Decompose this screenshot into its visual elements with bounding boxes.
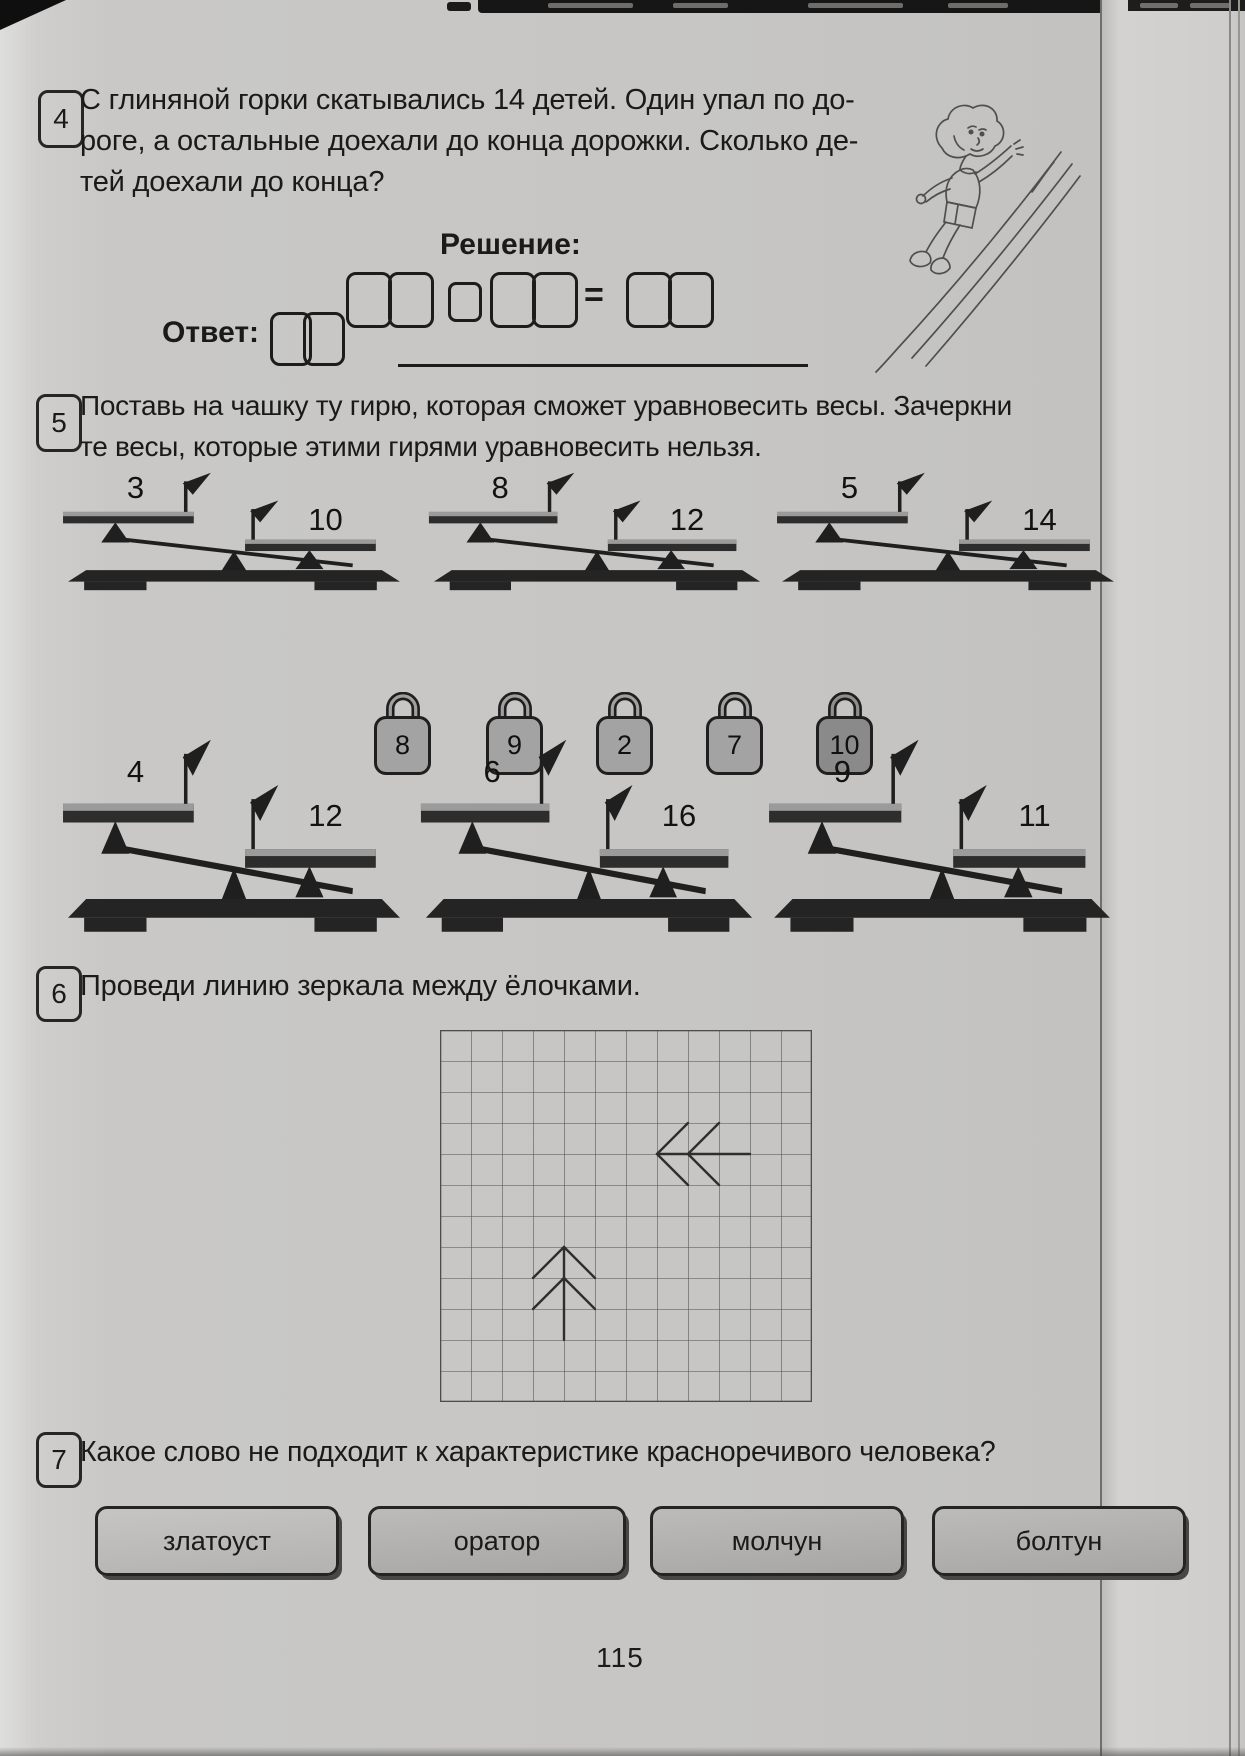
weight-value: 7 [726,730,743,760]
option-label: болтун [1015,1525,1103,1556]
task5-number-badge [36,394,82,452]
task6-text: Проведи линию зеркала между ёлочками. [80,970,641,1002]
weight-value: 8 [394,730,411,760]
task7-number-badge [36,1432,82,1488]
task4-number: 4 [53,103,69,134]
operation-box[interactable] [448,282,482,322]
page-edge-line [1238,0,1240,1756]
answer-option-molchun[interactable] [650,1506,904,1576]
answer-box[interactable] [303,312,345,366]
answer-option-boltun[interactable] [932,1506,1186,1576]
task7-number: 7 [51,1444,67,1475]
page-number: 115 [596,1642,644,1673]
scale-right-value: 12 [669,502,705,537]
weight-value: 2 [616,730,633,760]
scan-corner-artifact [0,0,66,30]
scan-top-right-artifact [1128,0,1245,11]
task4-text-line3: тей доехали до конца? [80,166,385,198]
balance-scale-8-12 [424,468,770,594]
lock-handle-icon [717,692,753,719]
option-label: златоуст [162,1525,272,1556]
solution-label: Решение: [440,228,581,261]
balance-scale-5-14 [772,468,1124,594]
weight-value: 10 [829,730,860,760]
task6-number: 6 [51,978,67,1009]
solution-box[interactable] [490,272,536,328]
mirror-grid[interactable] [440,1030,812,1402]
page-edge-line [1229,0,1231,1756]
balance-scale-4-12 [58,732,410,938]
answer-option-orator[interactable] [368,1506,626,1576]
task7-text: Какое слово не подходит к характеристике красноречивого человека? [80,1436,996,1468]
balance-scale-3-10 [58,468,410,594]
answer-underline [398,364,808,367]
scale-left-value: 3 [126,470,145,505]
lock-handle-icon [497,692,533,719]
task4-number-badge [38,90,84,148]
solution-box[interactable] [388,272,434,328]
scale-right-value: 11 [1018,798,1051,833]
solution-box[interactable] [346,272,392,328]
scale-left-value: 5 [840,470,859,505]
scale-right-value: 10 [308,502,343,537]
child-on-slide-illustration [868,92,1082,382]
scale-right-value: 16 [661,798,697,833]
scale-left-value: 9 [833,754,851,789]
scan-ink-blob [447,2,471,11]
solution-box[interactable] [668,272,714,328]
scale-right-value: 12 [308,798,343,833]
scale-left-value: 6 [483,754,501,789]
solution-box[interactable] [626,272,672,328]
answer-option-zlatoust[interactable] [95,1506,339,1576]
answer-label: Ответ: [162,316,260,349]
equals-sign: = [584,276,604,314]
scan-bottom-shadow [0,1747,1245,1756]
weight-value: 9 [506,730,523,760]
task4-text-line2: роге, а остальные доехали до конца дорожки. Сколько де- [80,125,859,157]
option-label: оратор [453,1525,541,1556]
lock-handle-icon [827,692,863,719]
page-binding-edge [1100,0,1245,1756]
task5-text-line1: Поставь на чашку ту гирю, которая сможет уравновесить весы. Зачеркни [80,390,1012,421]
balance-scale-6-16 [416,732,762,938]
task5-number: 5 [51,407,67,438]
balance-scale-9-11 [764,732,1120,938]
lock-handle-icon [385,692,421,719]
solution-box[interactable] [532,272,578,328]
scale-right-value: 14 [1022,502,1057,537]
task4-text-line1: С глиняной горки скатывались 14 детей. Один упал по до- [80,84,855,116]
scale-left-value: 8 [491,470,509,505]
task5-text-line2: те весы, которые этими гирями уравновесить нельзя. [80,431,762,462]
lock-handle-icon [607,692,643,719]
scale-left-value: 4 [126,754,145,789]
task6-number-badge [36,966,82,1022]
scan-top-edge-artifact [478,0,1110,13]
option-label: молчун [731,1525,823,1556]
